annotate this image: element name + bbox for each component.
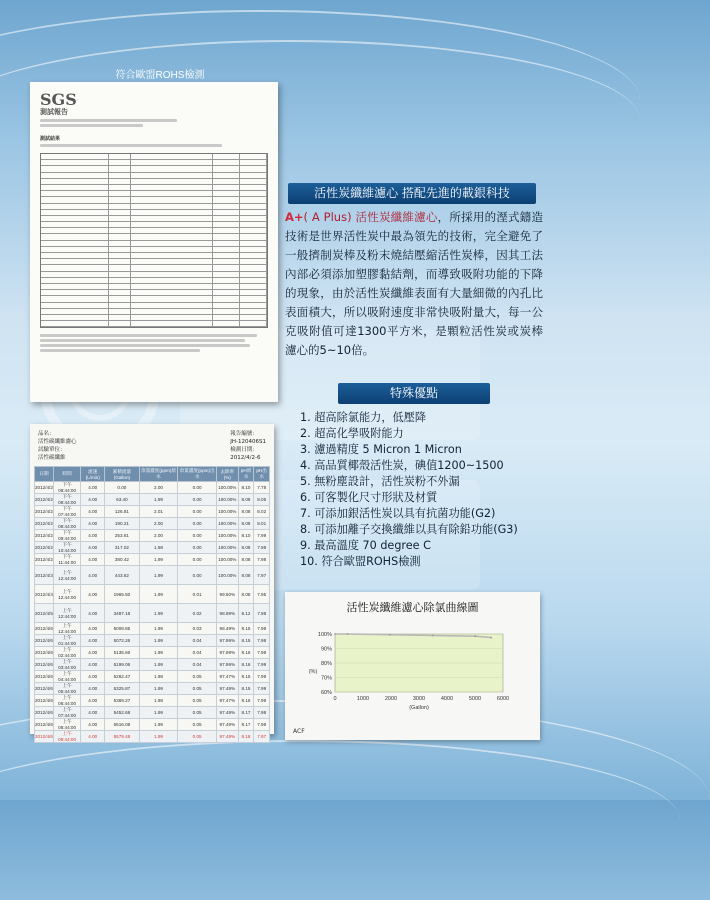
table-cell: 5325.87 [105,683,139,695]
table-cell: 4.00 [81,482,105,494]
chart-svg [285,592,540,740]
table-cell: 2012/4/6 [35,683,54,695]
table-row [35,494,270,506]
sgs-results-table [40,153,268,328]
table-cell: 2012/4/2 [35,494,54,506]
data-point [334,633,336,635]
table-cell: 4.00 [81,731,105,743]
table-cell: 4.00 [81,506,105,518]
table-cell: 0.05 [178,671,217,683]
table-cell: 7.98 [254,623,270,635]
x-tick-label: 0 [333,696,337,702]
table-cell: 下午11:44:00 [53,554,80,566]
feature-item: 2. 超高化學吸附能力 [300,427,404,440]
sgs-report-title: 測試報告 [40,108,68,116]
table-row [35,604,270,623]
table-cell: 100.00% [216,482,238,494]
table-cell: 100.00% [216,494,238,506]
column-header: pH出水 [254,467,270,482]
report-text-line [40,144,222,147]
table-cell: 1.99 [139,554,178,566]
table-cell: 8.10 [238,482,254,494]
table-cell: 上午09:44:00 [53,731,80,743]
table-cell: 0.04 [178,647,217,659]
table-cell: 7.97 [254,566,270,585]
column-header: 時間 [53,467,80,482]
table-cell: 98.49% [216,623,238,635]
table-cell: 8.08 [238,566,254,585]
column-header: pH原水 [238,467,254,482]
table-cell: 8.16 [238,659,254,671]
table-row [35,518,270,530]
data-point [474,635,476,637]
table-cell: 上午05:44:00 [53,683,80,695]
table-cell: 5135.66 [105,647,139,659]
feature-item: 3. 濾過精度 5 Micron 1 Micron [300,443,462,456]
table-row [35,683,270,695]
table-cell: 8.08 [238,506,254,518]
table-cell: 7.98 [254,707,270,719]
data-point [347,633,349,635]
table-cell: 380.42 [105,554,139,566]
table-cell: 8.16 [238,695,254,707]
table-cell: 7.99 [254,695,270,707]
table-cell: 2012/4/6 [35,635,54,647]
table-cell: 97.99% [216,647,238,659]
table-cell: 2012/4/2 [35,482,54,494]
table-cell: 上午04:44:00 [53,671,80,683]
table-row [35,566,270,585]
table-cell: 97.49% [216,731,238,743]
sgs-test-report [30,82,278,402]
table-cell: 1.98 [139,695,178,707]
table-cell: 1.99 [139,623,178,635]
table-cell: 100.00% [216,554,238,566]
table-cell: 2012/4/6 [35,707,54,719]
table-cell: 5579.48 [105,731,139,743]
features-title-banner: 特殊優點 [338,383,490,404]
report-text-line [40,124,143,127]
table-cell: 1.99 [139,731,178,743]
table-cell: 97.49% [216,719,238,731]
table-cell: 0.05 [178,707,217,719]
test-unit: 活性碳纖維 [38,455,66,461]
table-cell: 100.00% [216,506,238,518]
x-tick-label: 6000 [496,696,510,702]
table-row [35,707,270,719]
table-cell: 0.04 [178,635,217,647]
table-cell: 7.98 [254,554,270,566]
sgs-results-label: 測試結果 [40,136,61,142]
table-cell: 4.00 [81,695,105,707]
table-cell: 0.00 [178,542,217,554]
table-cell: 7.99 [254,683,270,695]
table-cell: 0.02 [178,604,217,623]
y-tick-label: 100% [317,632,332,638]
table-cell: 0.00 [178,494,217,506]
table-row [35,695,270,707]
table-cell: 7.98 [254,647,270,659]
column-header: 余氯濃度(ppm)出水 [178,467,217,482]
column-header: 流速(L/min) [81,467,105,482]
table-cell: 5452.68 [105,707,139,719]
table-row [35,506,270,518]
table-cell: 8.02 [254,506,270,518]
table-cell: 7.98 [254,719,270,731]
table-cell: 上午08:44:00 [53,719,80,731]
test-log-table [34,466,270,743]
table-row [35,659,270,671]
table-cell: 1.99 [139,604,178,623]
table-cell: 0.00 [178,518,217,530]
table-cell: 8.08 [238,585,254,604]
feature-item: 1. 超高除氯能力，低壓降 [300,411,427,424]
table-cell: 97.99% [216,659,238,671]
table-cell: 0.05 [178,683,217,695]
feature-item: 8. 可添加離子交換纖維以具有除鉛功能(G3) [300,523,518,536]
table-row [35,635,270,647]
table-cell: 2012/4/2 [35,542,54,554]
table-cell: 4.00 [81,554,105,566]
table-cell: 8.15 [238,683,254,695]
report-number: JH-120406S1 [230,439,266,445]
rohs-caption: 符合歐盟ROHS檢測 [115,70,205,81]
table-cell: 0.00 [178,554,217,566]
table-cell: 5516.08 [105,719,139,731]
table-cell: 4.00 [81,719,105,731]
table-cell: 8.16 [238,647,254,659]
features-list [300,410,550,570]
table-cell: 7.98 [254,635,270,647]
table-cell: 上午06:44:00 [53,695,80,707]
table-cell: 0.05 [178,695,217,707]
sgs-logo: SGS [40,90,77,109]
table-cell: 126.81 [105,506,139,518]
table-cell: 8.15 [238,671,254,683]
table-cell: 上午07:44:00 [53,707,80,719]
y-axis-label: (%) [308,669,318,675]
y-tick-label: 90% [320,646,332,653]
table-cell: 2012/4/5 [35,604,54,623]
table-cell: 0.01 [178,585,217,604]
test-log-header: 品名： 活性碳纖維濾心 試驗單位： 活性碳纖維 報告編號： JH-120406S1 檢測日期： 2012/4/2-6 [38,431,266,461]
table-cell: 8.08 [238,542,254,554]
table-cell: 99.50% [216,585,238,604]
table-cell: 2012/4/2 [35,506,54,518]
table-cell: 0.00 [105,482,139,494]
table-cell: 8.15 [238,623,254,635]
table-cell: 上午02:44:00 [53,647,80,659]
table-cell: 7.97 [254,731,270,743]
table-cell: 7.99 [254,659,270,671]
table-cell: 100.00% [216,542,238,554]
table-row [35,623,270,635]
chlorine-test-log [30,424,274,742]
table-cell: 下午08:44:00 [53,518,80,530]
table-cell: 上午12:44:00 [53,604,80,623]
feature-item: 7. 可添加銀活性炭以具有抗菌功能(G2) [300,507,496,520]
table-cell: 4.00 [81,518,105,530]
table-cell: 0.04 [178,659,217,671]
feature-item: 6. 可客製化尺寸形狀及材質 [300,491,438,504]
data-point [490,637,492,639]
table-cell: 4.00 [81,566,105,585]
table-cell: 4.00 [81,707,105,719]
table-cell: 1.99 [139,635,178,647]
table-cell: 100.00% [216,518,238,530]
table-cell: 97.49% [216,683,238,695]
table-row [35,530,270,542]
table-cell: 2.01 [139,506,178,518]
table-cell: 0.00 [178,530,217,542]
table-cell: 0.00 [178,566,217,585]
table-cell: 下午07:44:00 [53,506,80,518]
table-cell: 2.00 [139,482,178,494]
table-cell: 443.82 [105,566,139,585]
feature-item: 5. 無粉塵設計，活性炭粉不外漏 [300,475,460,488]
table-cell: 98.99% [216,604,238,623]
table-cell: 1.99 [139,647,178,659]
table-cell: 1.99 [139,585,178,604]
table-cell: 2012/4/2 [35,554,54,566]
table-cell: 0.05 [178,731,217,743]
table-cell: 8.08 [238,494,254,506]
table-cell: 317.02 [105,542,139,554]
table-cell: 100.00% [216,530,238,542]
table-cell: 8.01 [254,518,270,530]
sgs-footnotes [40,334,268,352]
table-cell: 97.49% [216,707,238,719]
table-cell: 2012/4/6 [35,731,54,743]
product-name-highlight: ( A Plus) 活性炭纖維濾心 [303,210,438,224]
table-cell: 0.00 [178,506,217,518]
dechlorination-chart [285,592,540,740]
feature-item: 10. 符合歐盟ROHS檢測 [300,555,421,568]
x-tick-label: 3000 [412,696,426,702]
table-cell: 7.95 [254,585,270,604]
section-title-banner: 活性炭纖維濾心 搭配先進的載銀科技 [288,183,536,204]
table-cell: 2012/4/6 [35,647,54,659]
table-cell: 4.00 [81,494,105,506]
table-cell: 7.78 [254,482,270,494]
table-cell: 5072.26 [105,635,139,647]
table-cell: 4.00 [81,585,105,604]
table-cell: 1965.50 [105,585,139,604]
table-cell: 1.99 [139,494,178,506]
table-row [35,542,270,554]
table-cell: 4.00 [81,671,105,683]
table-cell: 5008.85 [105,623,139,635]
x-tick-label: 1000 [356,696,370,702]
table-cell: 下午09:44:00 [53,530,80,542]
table-cell: 8.17 [238,719,254,731]
table-cell: 2012/4/4 [35,585,54,604]
table-cell: 上午03:44:00 [53,659,80,671]
table-cell: 2012/4/6 [35,659,54,671]
table-cell: 4.00 [81,542,105,554]
table-cell: 4.00 [81,530,105,542]
table-row [35,671,270,683]
x-tick-label: 4000 [440,696,454,702]
table-cell: 下午08:44:00 [53,494,80,506]
table-cell: 8.10 [238,530,254,542]
table-row [35,482,270,494]
table-cell: 1.98 [139,671,178,683]
description-body: ，所採用的溼式鑄造技術是世界活性炭中最為領先的技術，完全避免了一般擠制炭棒及粉末燒結壓縮活性炭棒，因其工法內部必須添加塑膠黏結劑，而導致吸附功能的下降的現象，由於活性炭纖維表面有大量細微的內孔比表面積大，所以吸附速度非常快吸附量大，每一公克吸附值可達1300平方米，是顆粒活性炭或炭棒濾心的5~10倍。 [285,210,544,357]
table-cell: 1.99 [139,719,178,731]
x-axis-label: (Gallon) [409,705,429,711]
table-cell: 上午12:44:00 [53,566,80,585]
table-row [35,731,270,743]
table-cell: 8.08 [238,518,254,530]
table-cell: 4.00 [81,659,105,671]
table-cell: 4.00 [81,683,105,695]
table-cell: 2012/4/2 [35,530,54,542]
table-cell: 下午08:44:00 [53,482,80,494]
table-cell: 7.99 [254,530,270,542]
table-cell: 8.08 [238,554,254,566]
table-cell: 7.98 [254,604,270,623]
table-cell: 2012/4/6 [35,719,54,731]
y-tick-label: 80% [320,661,332,667]
y-tick-label: 70% [320,675,332,682]
table-cell: 上午12:44:00 [53,585,80,604]
y-tick-label: 60% [320,690,332,696]
table-cell: 3487.18 [105,604,139,623]
column-header: 日期 [35,467,54,482]
table-cell: 2.00 [139,518,178,530]
table-cell: 0.05 [178,719,217,731]
table-cell: 5262.47 [105,671,139,683]
table-cell: 2012/4/2 [35,518,54,530]
table-cell: 5389.27 [105,695,139,707]
table-cell: 7.98 [254,542,270,554]
table-cell: 8.15 [238,635,254,647]
table-row [35,647,270,659]
test-date: 2012/4/2-6 [230,455,261,461]
table-cell: 63.40 [105,494,139,506]
table-cell: 0.03 [178,623,217,635]
table-cell: 97.47% [216,671,238,683]
column-header: 累積流量(Gallon) [105,467,139,482]
data-point [432,635,434,637]
table-cell: 1.99 [139,707,178,719]
table-cell: 4.00 [81,635,105,647]
table-cell: 上午12:44:00 [53,623,80,635]
sgs-table-row [41,321,267,327]
table-row [35,719,270,731]
table-cell: 1.99 [139,683,178,695]
table-cell: 下午10:44:00 [53,542,80,554]
chart-title: 活性炭纖維濾心除氯曲線圖 [346,601,479,614]
x-tick-label: 2000 [384,696,398,702]
column-header: 余氯濃度(ppm)原水 [139,467,178,482]
product-description [285,208,543,360]
data-point [389,634,391,636]
table-cell: 2.00 [139,530,178,542]
table-cell: 97.47% [216,695,238,707]
table-cell: 97.99% [216,635,238,647]
table-cell: 7.99 [254,671,270,683]
table-cell: 1.99 [139,566,178,585]
table-cell: 253.61 [105,530,139,542]
table-cell: 0.00 [178,482,217,494]
table-row [35,585,270,604]
column-header: 去除率(%) [216,467,238,482]
table-cell: 5199.06 [105,659,139,671]
feature-item: 9. 最高溫度 70 degree C [300,539,431,552]
table-cell: 上午01:44:00 [53,635,80,647]
table-cell: 8.17 [238,707,254,719]
table-cell: 1.98 [139,542,178,554]
table-cell: 2012/4/6 [35,695,54,707]
table-cell: 2012/4/6 [35,671,54,683]
x-tick-label: 5000 [468,696,482,702]
table-cell: 2012/4/3 [35,566,54,585]
table-cell: 100.00% [216,566,238,585]
feature-item: 4. 高品質椰殼活性炭，碘值1200~1500 [300,459,504,472]
table-cell: 8.12 [238,604,254,623]
table-cell: 2012/4/6 [35,623,54,635]
table-cell: 1.99 [139,659,178,671]
table-cell: 4.00 [81,604,105,623]
table-cell: 8.05 [254,494,270,506]
table-row [35,554,270,566]
table-cell: 8.18 [238,731,254,743]
chart-footer: ACF [293,728,305,735]
table-cell: 190.21 [105,518,139,530]
table-cell: 4.00 [81,623,105,635]
table-cell: 4.00 [81,647,105,659]
report-text-line [40,119,177,122]
aplus-mark: A+ [285,210,304,224]
product-name: 活性碳纖維濾心 [38,439,77,445]
